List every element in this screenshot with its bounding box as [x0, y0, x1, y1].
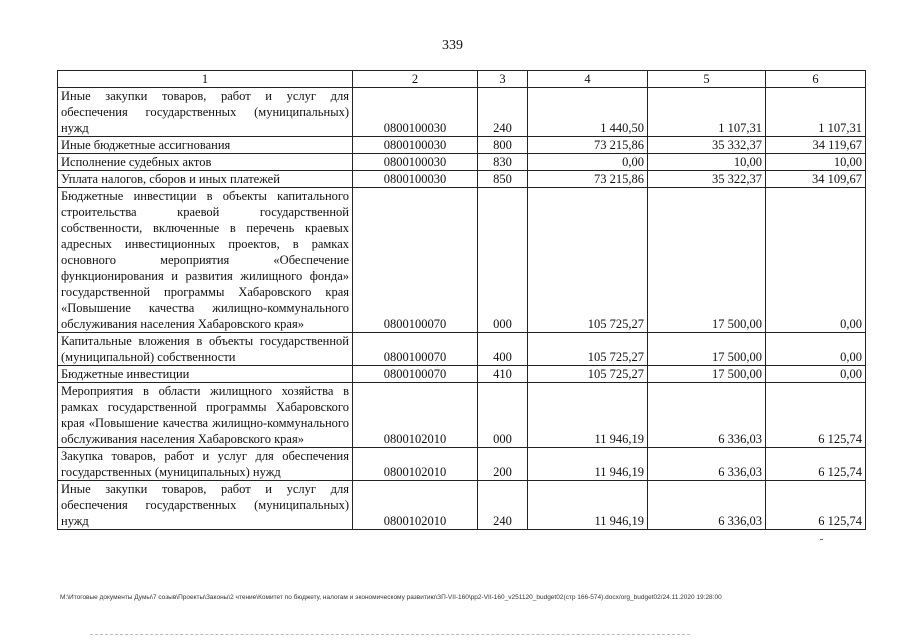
target-code: 0800100030 — [353, 137, 478, 154]
amount-col5: 6 336,03 — [648, 448, 766, 481]
target-code: 0800100070 — [353, 366, 478, 383]
amount-col4: 73 215,86 — [528, 171, 648, 188]
table-row — [58, 137, 866, 154]
target-code: 0800102010 — [353, 383, 478, 448]
row-name: Иные закупки товаров, работ и услуг для обеспечения государственных (муниципальных) нужд — [58, 88, 353, 137]
target-code: 0800100030 — [353, 154, 478, 171]
amount-col4: 105 725,27 — [528, 188, 648, 333]
amount-col6: 10,00 — [766, 154, 866, 171]
budget-table — [57, 70, 866, 530]
target-code: 0800100030 — [353, 171, 478, 188]
target-code: 0800100070 — [353, 188, 478, 333]
amount-col4: 11 946,19 — [528, 448, 648, 481]
target-code: 0800100070 — [353, 333, 478, 366]
footer-file-path: M:\Итоговые документы Думы\7 созыв\Проекты\Законы\2 чтение\Комитет по бюджету, налогам и экономическому развитию\ЗП-VII-160\рр2-VII-160_v251120_budget02(стр 166-574).docx/org_budget02/24.11.2020 19:28:00 — [60, 594, 722, 601]
amount-col5: 1 107,31 — [648, 88, 766, 137]
row-name: Закупка товаров, работ и услуг для обеспечения государственных (муниципальных) нужд — [58, 448, 353, 481]
column-header: 6 — [766, 71, 866, 88]
page-number: 339 — [442, 38, 463, 53]
amount-col5: 10,00 — [648, 154, 766, 171]
amount-col5: 17 500,00 — [648, 366, 766, 383]
amount-col5: 17 500,00 — [648, 333, 766, 366]
amount-col4: 11 946,19 — [528, 481, 648, 530]
column-header: 3 — [478, 71, 528, 88]
row-name: Иные бюджетные ассигнования — [58, 137, 353, 154]
expense-type: 830 — [478, 154, 528, 171]
row-name: Бюджетные инвестиции — [58, 366, 353, 383]
amount-col6: 1 107,31 — [766, 88, 866, 137]
amount-col6: 34 119,67 — [766, 137, 866, 154]
table-row — [58, 448, 866, 481]
amount-col6: 6 125,74 — [766, 448, 866, 481]
column-header: 4 — [528, 71, 648, 88]
column-header: 1 — [58, 71, 353, 88]
amount-col4: 11 946,19 — [528, 383, 648, 448]
column-header: 2 — [353, 71, 478, 88]
amount-col6: 0,00 — [766, 333, 866, 366]
table-row — [58, 366, 866, 383]
row-name: Уплата налогов, сборов и иных платежей — [58, 171, 353, 188]
table-row — [58, 333, 866, 366]
row-name: Капитальные вложения в объекты государственной (муниципальной) собственности — [58, 333, 353, 366]
target-code: 0800100030 — [353, 88, 478, 137]
amount-col5: 35 332,37 — [648, 137, 766, 154]
amount-col4: 105 725,27 — [528, 366, 648, 383]
expense-type: 800 — [478, 137, 528, 154]
expense-type: 240 — [478, 88, 528, 137]
scan-artifact — [820, 539, 823, 540]
table-header-row — [58, 71, 866, 88]
amount-col5: 6 336,03 — [648, 383, 766, 448]
table-row — [58, 188, 866, 333]
page-bottom-edge — [90, 634, 690, 636]
target-code: 0800102010 — [353, 481, 478, 530]
amount-col6: 0,00 — [766, 188, 866, 333]
amount-col6: 6 125,74 — [766, 383, 866, 448]
table-row — [58, 481, 866, 530]
amount-col6: 34 109,67 — [766, 171, 866, 188]
amount-col4: 1 440,50 — [528, 88, 648, 137]
table-row — [58, 154, 866, 171]
row-name: Мероприятия в области жилищного хозяйства в рамках государственной программы Хабаровского края «Повышение качества жилищно-коммунального обслуживания населения Хабаровского края» — [58, 383, 353, 448]
table-row — [58, 171, 866, 188]
expense-type: 240 — [478, 481, 528, 530]
row-name: Исполнение судебных актов — [58, 154, 353, 171]
expense-type: 410 — [478, 366, 528, 383]
expense-type: 400 — [478, 333, 528, 366]
amount-col5: 6 336,03 — [648, 481, 766, 530]
row-name: Бюджетные инвестиции в объекты капитального строительства краевой государственной собственности, включенные в перечень краевых адресных инвестиционных проектов, в рамках основного мероприятия «Обеспечение функционирования и развития жилищного фонда» государственной программы Хабаровского края «Повышение качества жилищно-коммунального обслуживания населения Хабаровского края» — [58, 188, 353, 333]
table-row — [58, 88, 866, 137]
amount-col4: 105 725,27 — [528, 333, 648, 366]
table-row — [58, 383, 866, 448]
amount-col5: 35 322,37 — [648, 171, 766, 188]
amount-col6: 6 125,74 — [766, 481, 866, 530]
column-header: 5 — [648, 71, 766, 88]
amount-col5: 17 500,00 — [648, 188, 766, 333]
amount-col4: 0,00 — [528, 154, 648, 171]
expense-type: 000 — [478, 188, 528, 333]
amount-col4: 73 215,86 — [528, 137, 648, 154]
expense-type: 200 — [478, 448, 528, 481]
amount-col6: 0,00 — [766, 366, 866, 383]
row-name: Иные закупки товаров, работ и услуг для обеспечения государственных (муниципальных) нужд — [58, 481, 353, 530]
expense-type: 850 — [478, 171, 528, 188]
target-code: 0800102010 — [353, 448, 478, 481]
expense-type: 000 — [478, 383, 528, 448]
